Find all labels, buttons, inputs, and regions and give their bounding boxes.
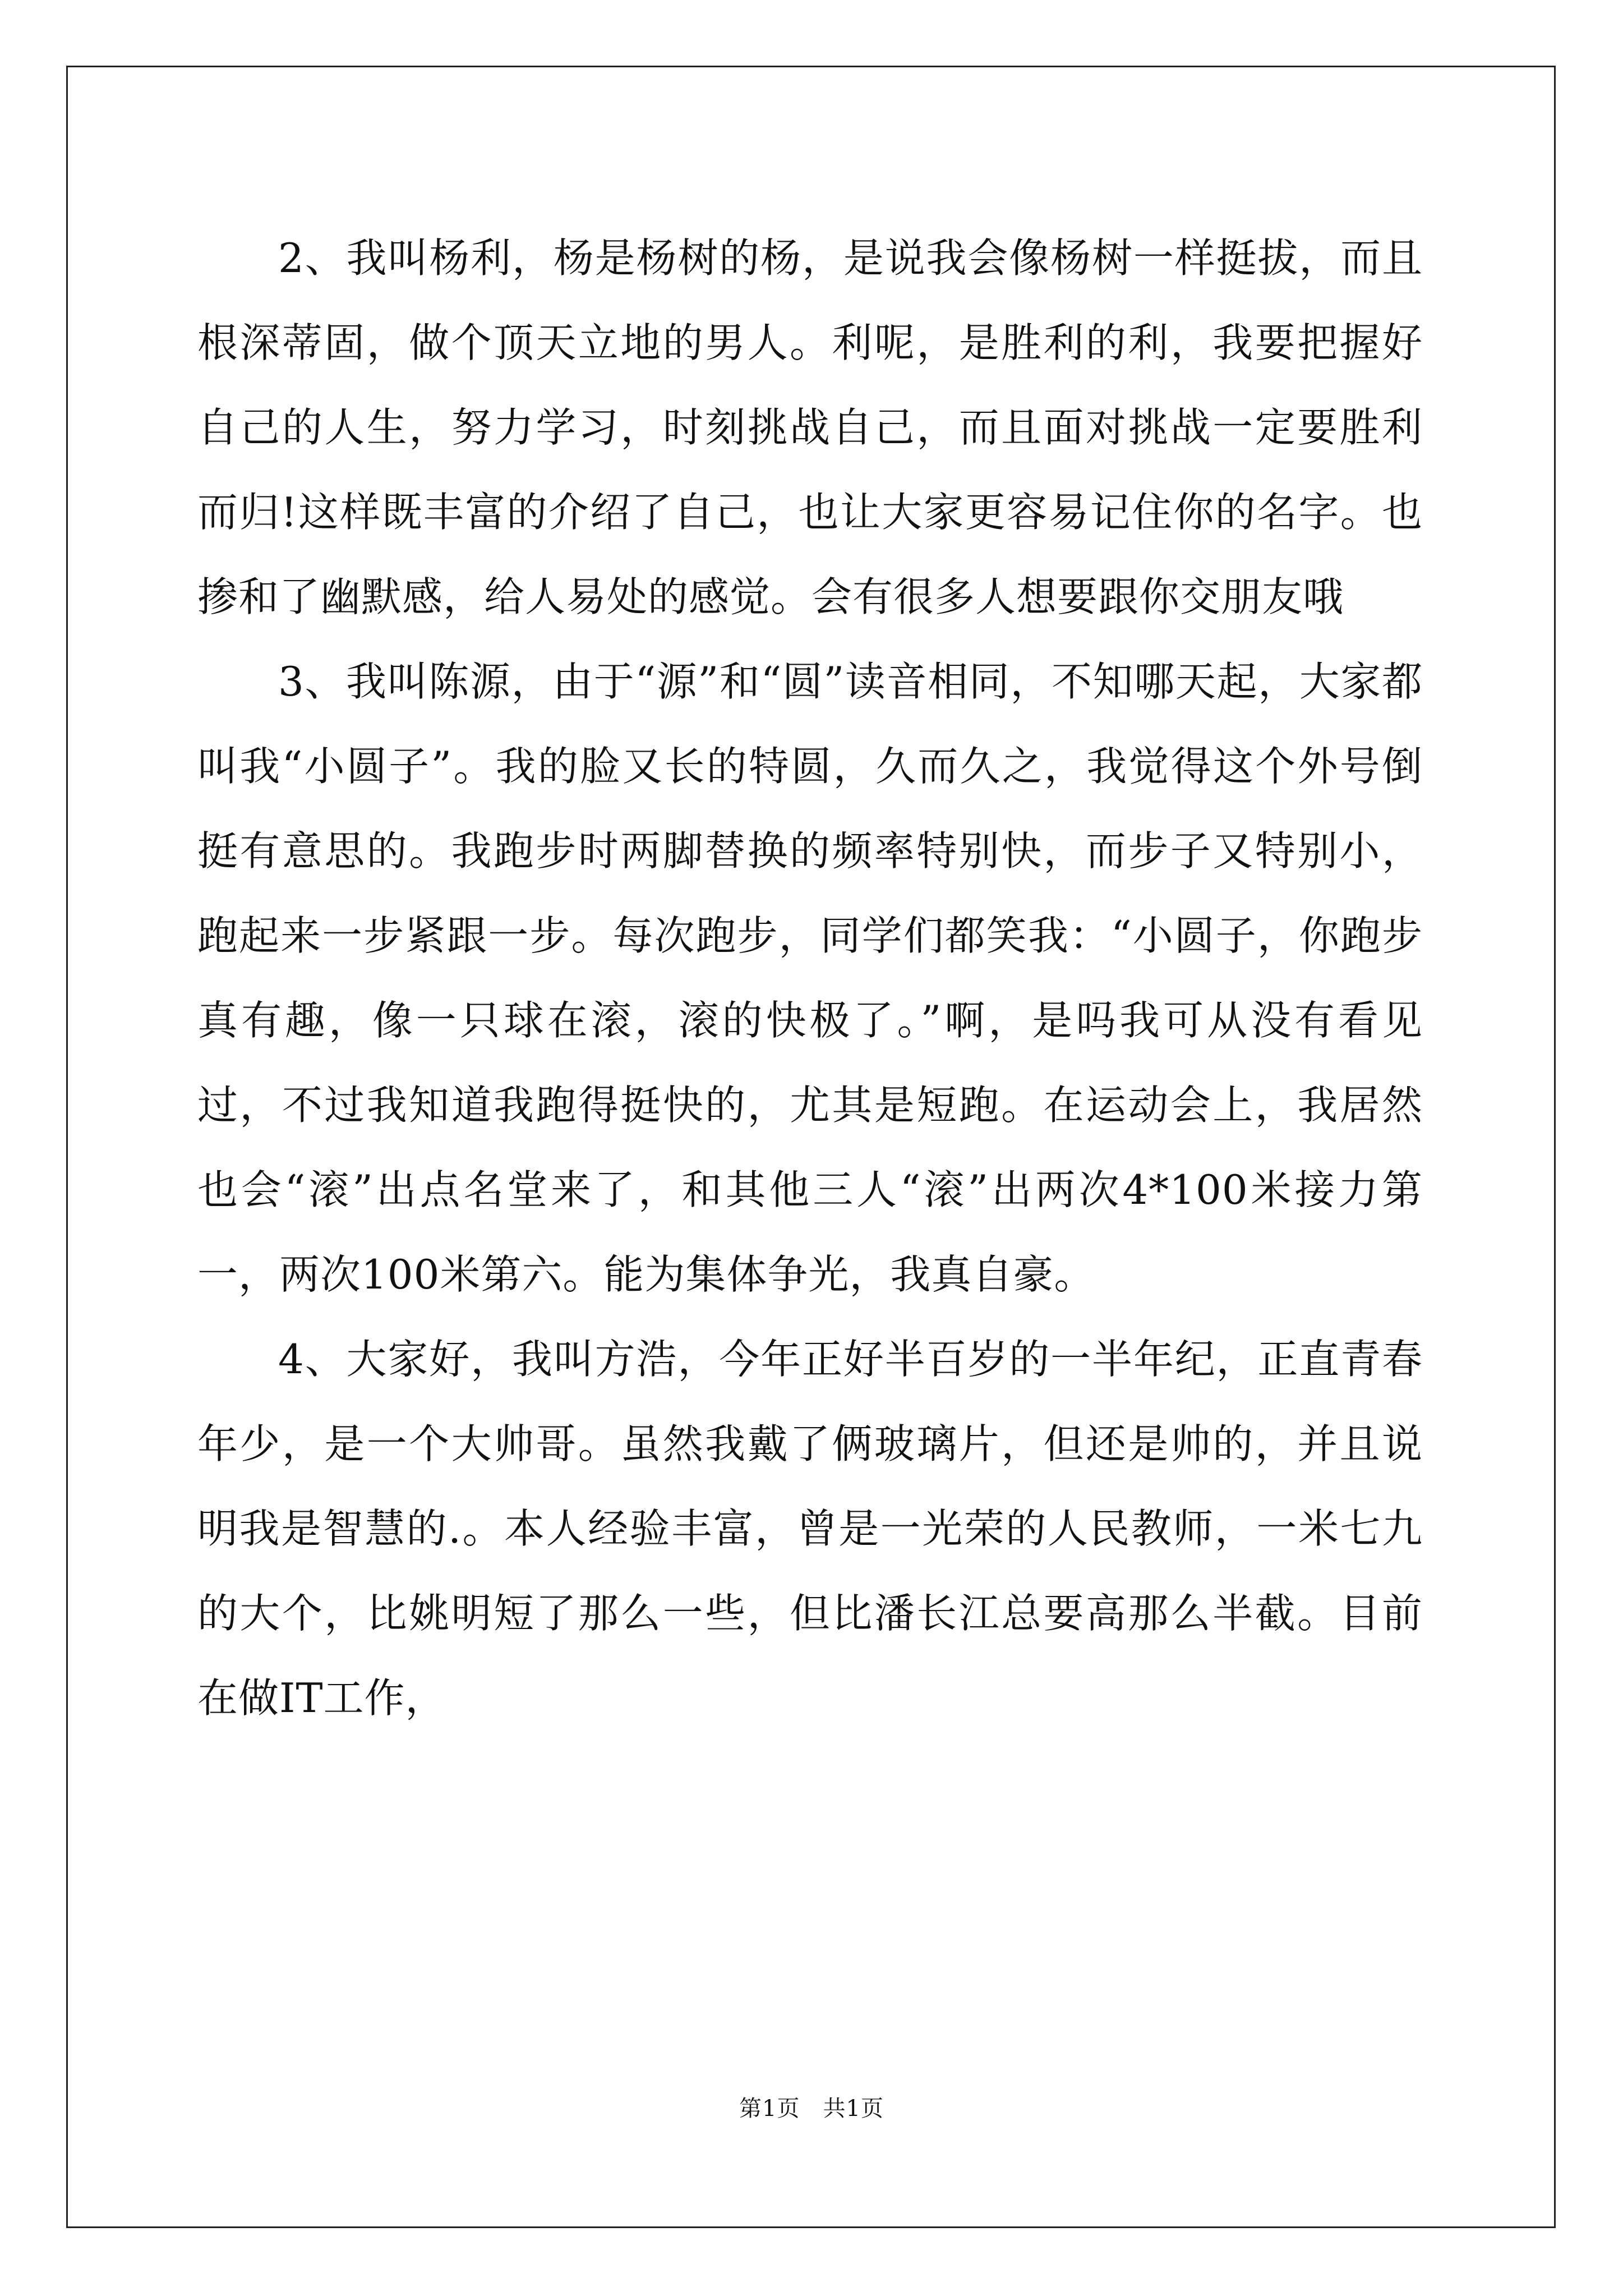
paragraph-3: 3、我叫陈源，由于“源”和“圆”读音相同，不知哪天起，大家都叫我“小圆子”。我的脸又长的特圆，久而久之，我觉得这个外号倒挺有意思的。我跑步时两脚替换的频率特别快，而步子又特别小，跑起来一步紧跟一步。每次跑步，同学们都笑我：“小圆子，你跑步真有趣，像一只球在滚，滚的快极了。”啊，是吗我可从没有看见过，不过我知道我跑得挺快的，尤其是短跑。在运动会上，我居然也会“滚”出点名堂来了，和其他三人“滚”出两次4*100米接力第一，两次100米第六。能为集体争光，我真自豪。 <box>197 658 1423 1298</box>
paragraph-4: 4、大家好，我叫方浩，今年正好半百岁的一半年纪，正直青春年少，是一个大帅哥。虽然我戴了俩玻璃片，但还是帅的，并且说明我是智慧的.。本人经验丰富，曾是一光荣的人民教师，一米七九的大个，比姚明短了那么一些，但比潘长江总要高那么半截。目前在做IT工作， <box>197 1336 1423 1722</box>
paragraph-2: 2、我叫杨利，杨是杨树的杨，是说我会像杨树一样挺拔，而且根深蒂固，做个顶天立地的男人。利呢，是胜利的利，我要把握好自己的人生，努力学习，时刻挑战自己，而且面对挑战一定要胜利而归!这样既丰富的介绍了自己，也让大家更容易记住你的名字。也掺和了幽默感，给人易处的感觉。会有很多人想要跟你交朋友哦 <box>197 234 1423 620</box>
page-footer: 第1页 共1页 <box>739 2096 884 2122</box>
document-body <box>197 216 1423 1741</box>
